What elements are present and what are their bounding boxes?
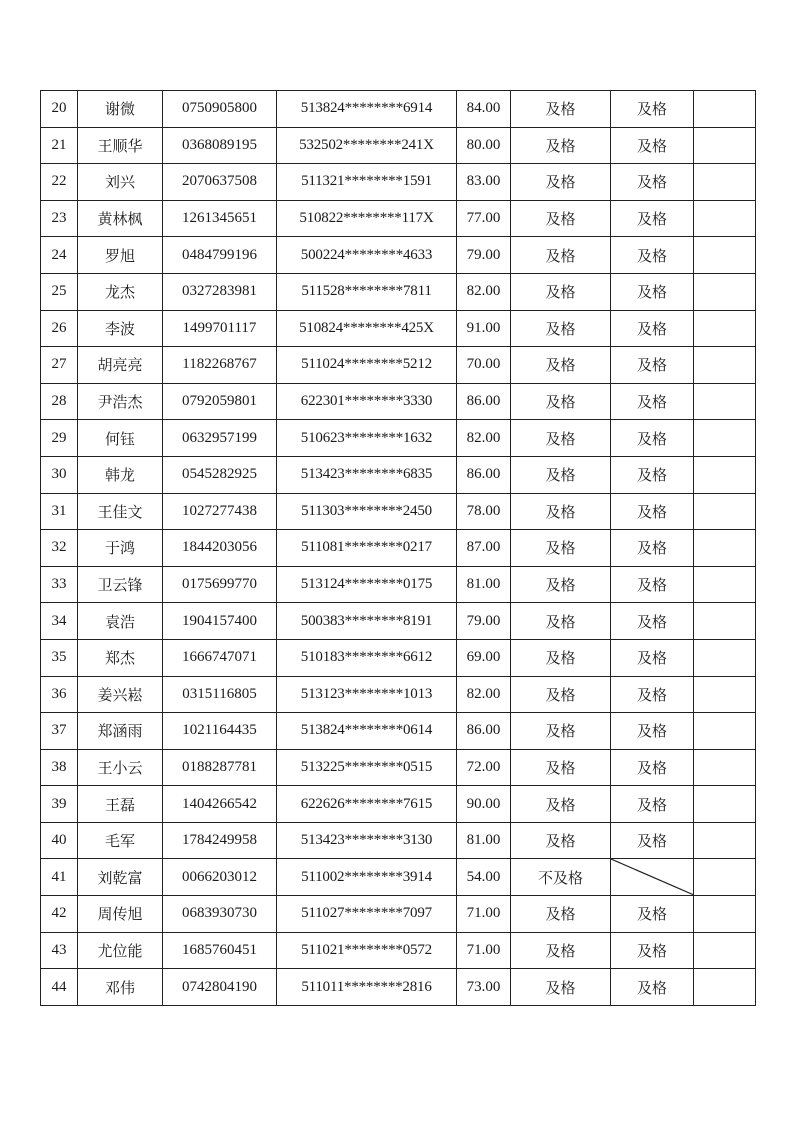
score-cell: 86.00 xyxy=(457,456,511,493)
final-result-cell: 及格 xyxy=(611,310,694,347)
row-number-cell: 36 xyxy=(41,676,78,713)
result-cell: 及格 xyxy=(511,347,611,384)
table-row xyxy=(41,566,756,603)
candidate-name-cell: 刘乾富 xyxy=(78,859,163,896)
final-result-cell: 及格 xyxy=(611,676,694,713)
ticket-number-cell: 0750905800 xyxy=(163,91,277,128)
id-number-cell: 510623********1632 xyxy=(277,420,457,457)
row-number-cell: 30 xyxy=(41,456,78,493)
result-cell: 及格 xyxy=(511,493,611,530)
struck-out-cell xyxy=(611,859,694,896)
candidate-name-cell: 王磊 xyxy=(78,786,163,823)
id-number-cell: 622301********3330 xyxy=(277,383,457,420)
remark-cell xyxy=(694,310,756,347)
final-result-cell: 及格 xyxy=(611,969,694,1006)
remark-cell xyxy=(694,347,756,384)
result-cell: 及格 xyxy=(511,164,611,201)
id-number-cell: 500383********8191 xyxy=(277,603,457,640)
ticket-number-cell: 1666747071 xyxy=(163,639,277,676)
table-row xyxy=(41,420,756,457)
results-table-body xyxy=(41,91,756,1006)
candidate-name-cell: 尤位能 xyxy=(78,932,163,969)
id-number-cell: 510824********425X xyxy=(277,310,457,347)
candidate-name-cell: 尹浩杰 xyxy=(78,383,163,420)
ticket-number-cell: 0545282925 xyxy=(163,456,277,493)
candidate-name-cell: 谢微 xyxy=(78,91,163,128)
remark-cell xyxy=(694,676,756,713)
ticket-number-cell: 0368089195 xyxy=(163,127,277,164)
result-cell: 及格 xyxy=(511,310,611,347)
result-cell: 及格 xyxy=(511,420,611,457)
row-number-cell: 43 xyxy=(41,932,78,969)
candidate-name-cell: 姜兴崧 xyxy=(78,676,163,713)
ticket-number-cell: 0792059801 xyxy=(163,383,277,420)
candidate-name-cell: 胡亮亮 xyxy=(78,347,163,384)
result-cell: 及格 xyxy=(511,566,611,603)
row-number-cell: 26 xyxy=(41,310,78,347)
id-number-cell: 513423********6835 xyxy=(277,456,457,493)
final-result-cell: 及格 xyxy=(611,896,694,933)
remark-cell xyxy=(694,456,756,493)
candidate-name-cell: 何钰 xyxy=(78,420,163,457)
row-number-cell: 25 xyxy=(41,273,78,310)
remark-cell xyxy=(694,786,756,823)
result-cell: 及格 xyxy=(511,200,611,237)
final-result-cell: 及格 xyxy=(611,237,694,274)
table-row xyxy=(41,347,756,384)
remark-cell xyxy=(694,383,756,420)
id-number-cell: 511303********2450 xyxy=(277,493,457,530)
id-number-cell: 513124********0175 xyxy=(277,566,457,603)
table-row xyxy=(41,493,756,530)
score-cell: 86.00 xyxy=(457,713,511,750)
row-number-cell: 22 xyxy=(41,164,78,201)
id-number-cell: 511002********3914 xyxy=(277,859,457,896)
result-cell: 及格 xyxy=(511,896,611,933)
row-number-cell: 35 xyxy=(41,639,78,676)
result-cell: 及格 xyxy=(511,639,611,676)
score-cell: 71.00 xyxy=(457,932,511,969)
id-number-cell: 622626********7615 xyxy=(277,786,457,823)
id-number-cell: 511081********0217 xyxy=(277,530,457,567)
row-number-cell: 39 xyxy=(41,786,78,823)
candidate-name-cell: 郑涵雨 xyxy=(78,713,163,750)
table-row xyxy=(41,200,756,237)
score-cell: 84.00 xyxy=(457,91,511,128)
final-result-cell: 及格 xyxy=(611,200,694,237)
table-row xyxy=(41,127,756,164)
score-cell: 82.00 xyxy=(457,420,511,457)
result-cell: 及格 xyxy=(511,932,611,969)
result-cell: 不及格 xyxy=(511,859,611,896)
ticket-number-cell: 1027277438 xyxy=(163,493,277,530)
id-number-cell: 511321********1591 xyxy=(277,164,457,201)
result-cell: 及格 xyxy=(511,749,611,786)
table-row xyxy=(41,383,756,420)
remark-cell xyxy=(694,859,756,896)
final-result-cell: 及格 xyxy=(611,530,694,567)
table-row xyxy=(41,859,756,896)
remark-cell xyxy=(694,420,756,457)
row-number-cell: 44 xyxy=(41,969,78,1006)
result-cell: 及格 xyxy=(511,383,611,420)
final-result-cell: 及格 xyxy=(611,493,694,530)
remark-cell xyxy=(694,91,756,128)
final-result-cell: 及格 xyxy=(611,932,694,969)
score-cell: 70.00 xyxy=(457,347,511,384)
remark-cell xyxy=(694,237,756,274)
row-number-cell: 32 xyxy=(41,530,78,567)
id-number-cell: 511011********2816 xyxy=(277,969,457,1006)
table-row xyxy=(41,822,756,859)
remark-cell xyxy=(694,603,756,640)
score-cell: 79.00 xyxy=(457,237,511,274)
remark-cell xyxy=(694,530,756,567)
id-number-cell: 510183********6612 xyxy=(277,639,457,676)
candidate-name-cell: 郑杰 xyxy=(78,639,163,676)
row-number-cell: 29 xyxy=(41,420,78,457)
row-number-cell: 20 xyxy=(41,91,78,128)
result-cell: 及格 xyxy=(511,456,611,493)
id-number-cell: 513824********0614 xyxy=(277,713,457,750)
result-cell: 及格 xyxy=(511,530,611,567)
table-row xyxy=(41,310,756,347)
score-cell: 54.00 xyxy=(457,859,511,896)
table-row xyxy=(41,786,756,823)
table-row xyxy=(41,896,756,933)
id-number-cell: 513123********1013 xyxy=(277,676,457,713)
row-number-cell: 28 xyxy=(41,383,78,420)
row-number-cell: 31 xyxy=(41,493,78,530)
ticket-number-cell: 1261345651 xyxy=(163,200,277,237)
result-cell: 及格 xyxy=(511,676,611,713)
ticket-number-cell: 0175699770 xyxy=(163,566,277,603)
row-number-cell: 34 xyxy=(41,603,78,640)
ticket-number-cell: 0683930730 xyxy=(163,896,277,933)
final-result-cell: 及格 xyxy=(611,749,694,786)
ticket-number-cell: 0484799196 xyxy=(163,237,277,274)
table-row xyxy=(41,603,756,640)
id-number-cell: 510822********117X xyxy=(277,200,457,237)
result-cell: 及格 xyxy=(511,713,611,750)
ticket-number-cell: 1784249958 xyxy=(163,822,277,859)
final-result-cell: 及格 xyxy=(611,127,694,164)
table-row xyxy=(41,639,756,676)
candidate-name-cell: 于鸿 xyxy=(78,530,163,567)
results-table xyxy=(40,90,756,1006)
ticket-number-cell: 1182268767 xyxy=(163,347,277,384)
row-number-cell: 41 xyxy=(41,859,78,896)
candidate-name-cell: 韩龙 xyxy=(78,456,163,493)
table-row xyxy=(41,273,756,310)
score-cell: 90.00 xyxy=(457,786,511,823)
ticket-number-cell: 1844203056 xyxy=(163,530,277,567)
remark-cell xyxy=(694,127,756,164)
candidate-name-cell: 王顺华 xyxy=(78,127,163,164)
final-result-cell: 及格 xyxy=(611,713,694,750)
remark-cell xyxy=(694,749,756,786)
candidate-name-cell: 王小云 xyxy=(78,749,163,786)
candidate-name-cell: 毛军 xyxy=(78,822,163,859)
row-number-cell: 27 xyxy=(41,347,78,384)
candidate-name-cell: 刘兴 xyxy=(78,164,163,201)
candidate-name-cell: 黄林枫 xyxy=(78,200,163,237)
table-row xyxy=(41,456,756,493)
score-cell: 82.00 xyxy=(457,273,511,310)
row-number-cell: 42 xyxy=(41,896,78,933)
score-cell: 87.00 xyxy=(457,530,511,567)
table-row xyxy=(41,749,756,786)
id-number-cell: 511528********7811 xyxy=(277,273,457,310)
table-row xyxy=(41,676,756,713)
result-cell: 及格 xyxy=(511,127,611,164)
score-cell: 72.00 xyxy=(457,749,511,786)
remark-cell xyxy=(694,493,756,530)
row-number-cell: 38 xyxy=(41,749,78,786)
remark-cell xyxy=(694,566,756,603)
final-result-cell: 及格 xyxy=(611,91,694,128)
candidate-name-cell: 王佳文 xyxy=(78,493,163,530)
result-cell: 及格 xyxy=(511,603,611,640)
ticket-number-cell: 0327283981 xyxy=(163,273,277,310)
remark-cell xyxy=(694,200,756,237)
id-number-cell: 511024********5212 xyxy=(277,347,457,384)
score-cell: 78.00 xyxy=(457,493,511,530)
ticket-number-cell: 1685760451 xyxy=(163,932,277,969)
remark-cell xyxy=(694,896,756,933)
table-row xyxy=(41,969,756,1006)
remark-cell xyxy=(694,969,756,1006)
table-row xyxy=(41,164,756,201)
final-result-cell: 及格 xyxy=(611,639,694,676)
candidate-name-cell: 邓伟 xyxy=(78,969,163,1006)
final-result-cell: 及格 xyxy=(611,566,694,603)
final-result-cell: 及格 xyxy=(611,164,694,201)
final-result-cell: 及格 xyxy=(611,786,694,823)
ticket-number-cell: 0188287781 xyxy=(163,749,277,786)
score-cell: 80.00 xyxy=(457,127,511,164)
ticket-number-cell: 1021164435 xyxy=(163,713,277,750)
row-number-cell: 40 xyxy=(41,822,78,859)
final-result-cell: 及格 xyxy=(611,383,694,420)
table-row xyxy=(41,932,756,969)
row-number-cell: 23 xyxy=(41,200,78,237)
final-result-cell: 及格 xyxy=(611,347,694,384)
final-result-cell: 及格 xyxy=(611,273,694,310)
table-row xyxy=(41,91,756,128)
remark-cell xyxy=(694,713,756,750)
candidate-name-cell: 罗旭 xyxy=(78,237,163,274)
ticket-number-cell: 0742804190 xyxy=(163,969,277,1006)
id-number-cell: 513423********3130 xyxy=(277,822,457,859)
result-cell: 及格 xyxy=(511,237,611,274)
table-row xyxy=(41,530,756,567)
score-cell: 77.00 xyxy=(457,200,511,237)
id-number-cell: 511027********7097 xyxy=(277,896,457,933)
id-number-cell: 511021********0572 xyxy=(277,932,457,969)
id-number-cell: 500224********4633 xyxy=(277,237,457,274)
ticket-number-cell: 1904157400 xyxy=(163,603,277,640)
final-result-cell: 及格 xyxy=(611,456,694,493)
score-cell: 81.00 xyxy=(457,822,511,859)
score-cell: 73.00 xyxy=(457,969,511,1006)
row-number-cell: 33 xyxy=(41,566,78,603)
remark-cell xyxy=(694,822,756,859)
ticket-number-cell: 1499701117 xyxy=(163,310,277,347)
candidate-name-cell: 袁浩 xyxy=(78,603,163,640)
remark-cell xyxy=(694,273,756,310)
diagonal-strike-line xyxy=(611,859,693,895)
id-number-cell: 532502********241X xyxy=(277,127,457,164)
ticket-number-cell: 1404266542 xyxy=(163,786,277,823)
score-cell: 83.00 xyxy=(457,164,511,201)
id-number-cell: 513824********6914 xyxy=(277,91,457,128)
score-cell: 86.00 xyxy=(457,383,511,420)
result-cell: 及格 xyxy=(511,969,611,1006)
ticket-number-cell: 2070637508 xyxy=(163,164,277,201)
table-row xyxy=(41,237,756,274)
id-number-cell: 513225********0515 xyxy=(277,749,457,786)
remark-cell xyxy=(694,932,756,969)
row-number-cell: 24 xyxy=(41,237,78,274)
final-result-cell: 及格 xyxy=(611,603,694,640)
final-result-cell: 及格 xyxy=(611,420,694,457)
score-cell: 69.00 xyxy=(457,639,511,676)
ticket-number-cell: 0632957199 xyxy=(163,420,277,457)
score-cell: 82.00 xyxy=(457,676,511,713)
ticket-number-cell: 0315116805 xyxy=(163,676,277,713)
row-number-cell: 37 xyxy=(41,713,78,750)
result-cell: 及格 xyxy=(511,91,611,128)
candidate-name-cell: 龙杰 xyxy=(78,273,163,310)
score-cell: 79.00 xyxy=(457,603,511,640)
result-cell: 及格 xyxy=(511,822,611,859)
score-cell: 91.00 xyxy=(457,310,511,347)
row-number-cell: 21 xyxy=(41,127,78,164)
score-cell: 81.00 xyxy=(457,566,511,603)
final-result-cell: 及格 xyxy=(611,822,694,859)
table-row xyxy=(41,713,756,750)
remark-cell xyxy=(694,639,756,676)
ticket-number-cell: 0066203012 xyxy=(163,859,277,896)
result-cell: 及格 xyxy=(511,273,611,310)
remark-cell xyxy=(694,164,756,201)
candidate-name-cell: 卫云锋 xyxy=(78,566,163,603)
candidate-name-cell: 李波 xyxy=(78,310,163,347)
candidate-name-cell: 周传旭 xyxy=(78,896,163,933)
result-cell: 及格 xyxy=(511,786,611,823)
score-cell: 71.00 xyxy=(457,896,511,933)
